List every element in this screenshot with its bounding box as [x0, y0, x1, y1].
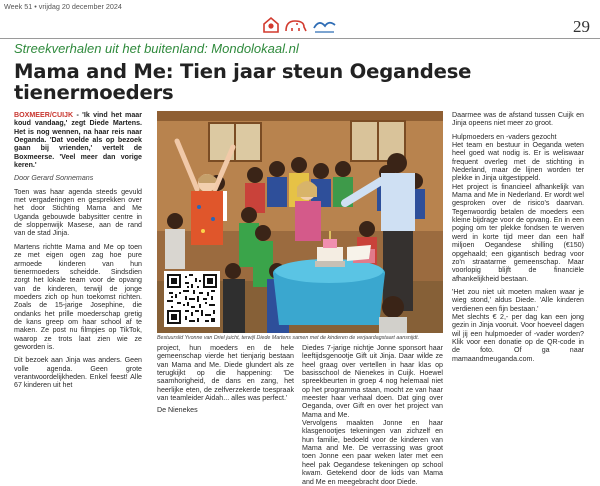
article-photo	[157, 111, 443, 333]
logo-house-icon	[264, 18, 278, 32]
page-number: 29	[573, 17, 590, 36]
subheading: De Nienekes	[157, 406, 198, 415]
byline: Door Gerard Sonnemans	[14, 174, 94, 183]
paragraph: Toen was haar agenda steeds gevuld met vergaderingen en gesprekken over het door Stichting Mama and Me Uganda gebouwde babysitter centre in de sloppenwijk Masese, aan de rand van de stad Jinja.	[14, 187, 142, 238]
paragraph: Dit bezoek aan Jinja was anders. Geen volle agenda. Geen grote verantwoordelijkheden. Enkel feest! Alle 67 kinderen uit het	[14, 356, 142, 390]
article-column-4	[452, 111, 584, 368]
paragraph: Martens richtte Mama and Me op toen ze met eigen ogen zag hoe pure armoede kinderen van hun tienermoeders scheidde. Sindsdien zorgt het lokale team voor de opvang van de kinderen, terwijl de jonge moeders zich op hun toekomst richten. Zoals de 15-jarige Josephine, die ondanks het prille moederschap gretig de kans greep om haar school af te maken. Ze post nu filmpjes op TikTok, waarop ze trots laat zien wie ze geworden is.	[14, 242, 142, 351]
dateline: BOXMEER/CUIJK	[14, 111, 74, 119]
paragraph: project, hun moeders en de hele gemeenschap vierde het tienjarig bestaan van Mama and Me. Diede glundert als ze terugkijkt op die happening: 'De saamhorigheid, de dans en zang, het heerlijke eten, de zelfverzekerde toespraak van teamleider Aidah... alles was perfect.'	[157, 344, 294, 403]
paragraph: Diedes 7-jarige nichtje Jonne sponsort haar leeftijdsgenootje Gift uit Jinja. Daar wilde ze heel graag over vertellen in haar klas op basisschool de Nienekes in Cuijk. Hoewel spreekbeurten in groep 4 nog helemaal niet op het programma staan, mocht ze van haar meester haar verhaal doen. Dat ging over Oeganda, over Gift en over het project van Mama and Me.	[302, 344, 443, 419]
article-column-3	[302, 344, 443, 486]
article-headline: Mama and Me: Tien jaar steun Oegandese tienermoeders	[14, 60, 472, 104]
logo-elephant-icon	[286, 21, 306, 31]
issue-date: Week 51 • vrijdag 20 december 2024	[4, 2, 122, 11]
photo-caption: Bestuurslid Yvonne van Driel juicht, terwijl Diede Martens samen met de kinderen de verjaardagstaart aansnijdt.	[157, 335, 420, 341]
paragraph: Hulpmoeders en -vaders gezocht Het team en bestuur in Oeganda weten heel goed wat nodig is. Er is weliswaar frequent overleg met de stichting in Nederland, maar de lijnen worden ter plekke in Jinja uitgestippeld. Het project is financieel afhankelijk van Mama and Me in Nederland. Er wordt wel gesproken over de risico's daarvan. Tegenwoordig betalen de moeders een kleine bijdrage voor de opvang. En in een poging om ter plekke fondsen te werven werd in korte tijd meer dan een half miljoen Oegandese shilling (€150) opgehaald; een gigantisch bedrag voor zo'n straatarme gemeenschap. Maar voorlopig blijft de financiële afhankelijkheid bestaan.	[452, 132, 584, 283]
header-logos	[262, 14, 338, 36]
header-divider	[0, 38, 600, 39]
article-column-2	[157, 344, 294, 415]
paragraph: Vervolgens maakten Jonne en haar klasgenootjes tekeningen van zichzelf en hun familie, bedoeld voor de kinderen van Mama and Me. De verrassing was groot toen Jonne een paar weken later met een heel pak Oegandese tekeningen op school kwam. Getekend door de kids van Mama and Me en meegebracht door Diede.	[302, 419, 443, 486]
article-kicker: Streekverhalen uit het buitenland: Mondolokaal.nl	[14, 41, 299, 56]
donation-qr-code[interactable]	[164, 271, 220, 327]
paragraph: Daarmee was de afstand tussen Cuijk en Jinja opeens niet meer zo groot.	[452, 111, 584, 128]
paragraph: 'Het zou niet uit moeten maken waar je wieg stond,' aldus Diede. 'Alle kinderen verdienen een fijn bestaan.' Met slechts € 2,- per dag kan een jong gezin in Jinja vooruit. Voor hoeveel dagen wil jij een hulpmoeder of -vader worden? Klik voor een donatie op de QR-code in de foto. Of ga naar mamaandmeuganda.com.	[452, 287, 584, 363]
article-lead	[14, 111, 142, 169]
page-header	[0, 0, 600, 38]
logo-bird-icon	[314, 23, 335, 32]
article-column-1	[14, 111, 142, 395]
lead-text: - 'Ik vind het maar koud vandaag,' zegt Diede Martens. Het is nog wennen, na haar reis naar Oeganda. 'Dat voelde als op bezoek gaan bij vrienden,' vertelt de Boxmeerse. 'Veel meer dan vorige keren.'	[14, 111, 142, 170]
